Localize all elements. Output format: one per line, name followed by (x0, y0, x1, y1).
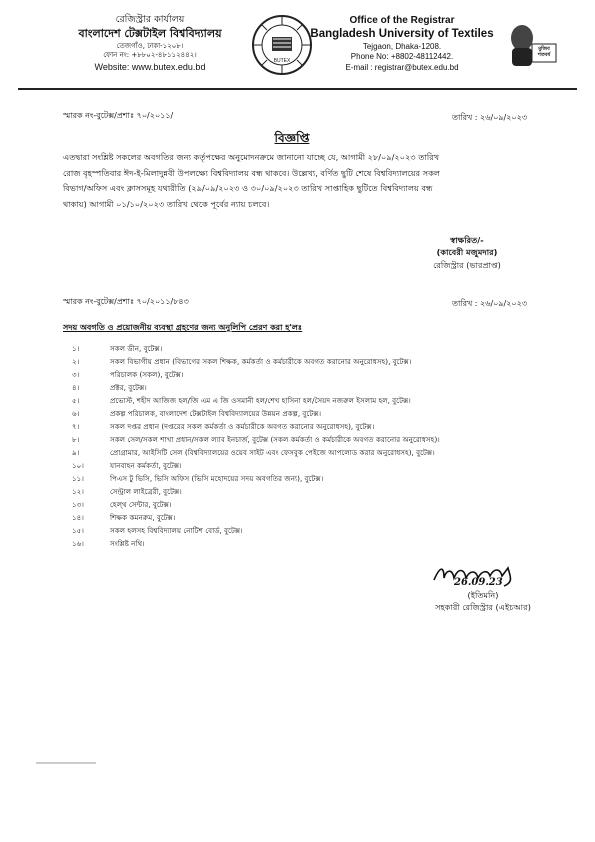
en-phone: Phone No: +8802-48112442. (350, 52, 454, 62)
website-text: Website: www.butex.edu.bd (94, 61, 206, 72)
en-university-name: Bangladesh University of Textiles (310, 28, 494, 40)
assistant-registrar-signature-block (418, 589, 548, 614)
copy-heading: সদয় অবগতি ও প্রয়োজনীয় ব্যবস্থা গ্রহণের জন্য অনুলিপি প্রেরণ করা হ'লঃ (63, 323, 303, 332)
registrar-signature-block (392, 234, 542, 271)
header-divider (18, 88, 577, 90)
copy-recipient-list: ১। সকল ডীন, বুটেক্স। ২। সকল বিভাগীয় প্রধান (বিভাগের সকল শিক্ষক, কর্মকর্তা ও কর্মচারীকে অবগত করানোর অনুরোধসহ), বুটেক্স। ৩। পরিচালক (সকল), বুটেক্স। ৪। প্রক্টর, বুটেক্স। ৫। প্রভোস্ট, শহীদ আজিজ হল/জি এম এ জি ওসমানী হল/শেখ হাসিনা হল/সৈয়দ নজরুল ইসলাম হল, বুটেক্স। ৬। প্রকল্প পরিচালক, বাংলাদেশ টেক্সটাইল বিশ্ববিদ্যালয়ের উন্নয়ন প্রকল্প, বুটেক্স। ৭। সকল দপ্তর প্রধান (দপ্তরের সকল কর্মকর্তা ও কর্মচারীকে অবগত করানোর অনুরোধসহ), বুটেক্স। ৮। সকল সেল/সকল শাখা প্রধান/সকল ল্যাব ইনচার্জ, বুটেক্স (সকল কর্মকর্তা ও কর্মচারীকে অবগত করানোর অনুরোধসহ)। ৯। প্রোগ্রামার, আইসিটি সেল (বিশ্ববিদ্যালয়ের ওয়েব সাইট এবং ফেসবুক পেইজে আপলোড করার অনুরোধসহ), বুটেক্স। ১০। যানবাহন কর্মকর্তা, বুটেক্স। ১১। পিএস টু ভিসি, ভিসি অফিস (ভিসি মহোদয়ের সদয় অবগতির জন্য), বুটেক্স। ১২। সেন্ট্রাল লাইব্রেরী, বুটেক্স। ১৩। হেল্থ সেন্টার, বুটেক্স। ১৪। শিক্ষক কমনরুম, বুটেক্স। ১৫। সকল হলসহ বিশ্ববিদ্যালয় নোটিশ বোর্ড, বুটেক্স। ১৬। সংশ্লিষ্ট নথি। (72, 344, 440, 548)
badge-text: মুজিব শতবর্ষ (537, 46, 551, 58)
signature-date: 26.09.23 (454, 577, 503, 588)
bn-office-title: রেজিস্ট্রার কার্যালয় (115, 14, 185, 25)
en-email: E-mail : registrar@butex.edu.bd (345, 62, 459, 72)
body-line: এতদ্বারা সংশ্লিষ্ট সকলের অবগতির জন্য কর্তৃপক্ষের অনুমোদনক্রমে জানানো যাচ্ছে যে, আগামী ২৮/০৯/২০২৩ তারিখ (63, 152, 440, 162)
header-english-block (302, 14, 502, 73)
signer-title: রেজিস্ট্রার (ভারপ্রাপ্ত) (433, 259, 501, 270)
header-bangla-block (50, 14, 250, 73)
notice-body (63, 150, 538, 212)
copy-date: তারিখ : ২৬/০৯/২০২৩ (452, 299, 528, 308)
mujib-centenary-badge (506, 18, 558, 70)
en-office-title: Office of the Registrar (349, 15, 455, 26)
footer-mark (36, 762, 96, 764)
logo-text-bottom: BUTEX (273, 58, 291, 64)
copy-memo-reference: স্মারক নং-বুটেক্স/প্রশাঃ ৭০/২০১১/৮৪৩ (63, 297, 189, 306)
bn-address: তেজগাঁও, ঢাকা-১২০৮। (116, 41, 184, 50)
signed-label: স্বাক্ষরিত/- (450, 235, 484, 245)
body-line: থাকায়) আগামী ০১/১০/২০২৩ তারিখ থেকে পূর্বের ন্যায় চলবে। (63, 198, 270, 209)
bn-phone: ফোন নং: +৮৮০২-৪৮১১২৪৪২। (103, 51, 197, 60)
body-line: বিভাগ/অফিস এবং ক্লাসসমূহ যথারীতি (২৯/০৯/২০২৩ ও ৩০/০৯/২০২৩ তারিখ সাপ্তাহিক ছুটিতে বিশ্ববিদ্যালয় বন্ধ (63, 183, 433, 194)
body-line: রোজ বৃহস্পতিবার ঈদ-ই-মিলাদুন্নবী উপলক্ষ্যে বিশ্ববিদ্যালয় বন্ধ থাকবে। উল্লেখ্য, বর্ণিত ছুটি শেষে বিশ্ববিদ্যালয়ের সকল (63, 167, 441, 178)
bn-university-name: বাংলাদেশ টেক্সটাইল বিশ্ববিদ্যালয় (78, 26, 222, 40)
en-address: Tejgaon, Dhaka-1208. (362, 41, 442, 51)
asst-signer-name: (ইতিমনি) (467, 590, 499, 600)
asst-signer-title: সহকারী রেজিস্ট্রার (এইচআর) (435, 602, 531, 613)
notice-date: তারিখ : ২৬/০৯/২০২৩ (452, 113, 528, 122)
notice-title: বিজ্ঞপ্তি (274, 131, 310, 145)
memo-reference: স্মারক নং-বুটেক্স/প্রশাঃ ৭০/২০১১/ (63, 111, 174, 120)
signer-name: (কাবেরী মজুমদার) (436, 247, 498, 258)
